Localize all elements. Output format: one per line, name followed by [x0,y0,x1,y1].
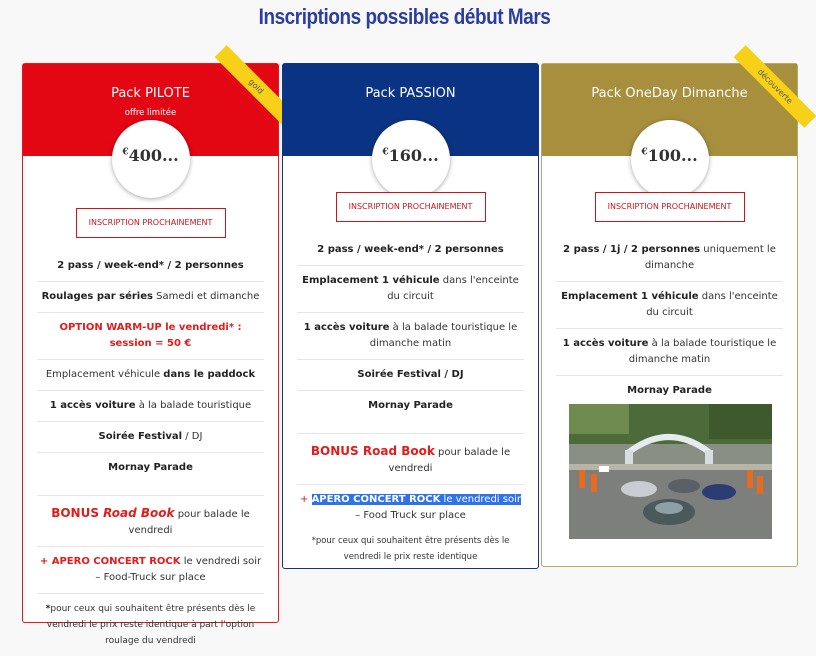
feature-list [37,251,264,656]
ribbon-label: gold [215,45,298,128]
feature-item: Roulages par séries Samedi et dimanche [37,282,264,313]
feature-item: Emplacement 1 véhicule dans l'enceinte du circuit [297,266,524,313]
price-value: 400... [128,146,179,165]
bonus-item: BONUS Road Book pour balade le vendredi [297,434,524,485]
apero-item: + APÉRO CONCERT ROCK le vendredi soir – Food Truck sur place [300,494,521,521]
pack-pilote-card [22,63,279,646]
feature-item: Mornay Parade [37,453,264,496]
feature-list [297,235,524,572]
note-text: *pour ceux qui souhaitent être présents dès le vendredi le prix reste identique [311,536,510,562]
feature-item: Soirée Festival / DJ [37,422,264,453]
price-value: 160... [388,146,439,165]
pack-title: Pack PASSION [365,86,456,101]
race-cars-photo [569,404,772,539]
pack-title: Pack OneDay Dimanche [591,86,748,101]
feature-item: Mornay Parade [297,391,524,434]
feature-item: 2 pass / week-end* / 2 personnes [297,235,524,266]
currency-symbol: € [122,147,129,158]
bonus-item: BONUS Road Book pour balade le vendredi [37,496,264,547]
inscription-button[interactable]: INSCRIPTION PROCHAINEMENT [336,192,486,222]
feature-item: 1 accès voiture à la balade touristique [37,391,264,422]
feature-item: 2 pass / week-end* / 2 personnes [37,251,264,282]
inscription-button[interactable]: INSCRIPTION PROCHAINEMENT [595,192,745,222]
feature-item: 1 accès voiture à la balade touristique le dimanche matin [556,329,783,376]
price-value: 100... [647,146,698,165]
feature-item: 2 pass / 1j / 2 personnes uniquement le dimanche [556,235,783,282]
feature-item: Emplacement 1 véhicule dans l'enceinte du circuit [556,282,783,329]
pack-title: Pack PILOTE [111,86,190,101]
feature-item: Soirée Festival / DJ [297,360,524,391]
feature-item: Emplacement véhicule dans le paddock [37,360,264,391]
page-title: Inscriptions possibles début Mars [258,4,551,29]
race-cars-photo-illustration [569,404,772,539]
price-badge [112,120,190,198]
currency-symbol: € [641,147,648,158]
currency-symbol: € [382,147,389,158]
decouverte-ribbon [727,64,797,134]
gold-ribbon [208,64,278,134]
feature-item: OPTION WARM-UP le vendredi* : session = 50 € [37,313,264,360]
pack-passion-card [282,63,539,569]
pack-subtitle: offre limitée [124,108,177,118]
inscription-button[interactable]: INSCRIPTION PROCHAINEMENT [76,208,226,238]
note-text: *pour ceux qui souhaitent être présents dès le vendredi le prix reste identique à part l'option roulage du vendredi [45,604,256,646]
price-badge [631,120,709,198]
feature-item: Mornay Parade [627,385,712,396]
ribbon-label: découverte [734,45,816,128]
price-badge [372,120,450,198]
pack-oneday-card [541,63,798,567]
feature-item: 1 accès voiture à la balade touristique le dimanche matin [297,313,524,360]
feature-list [556,235,783,406]
apero-item: + APERO CONCERT ROCK le vendredi soir – Food-Truck sur place [37,547,264,594]
